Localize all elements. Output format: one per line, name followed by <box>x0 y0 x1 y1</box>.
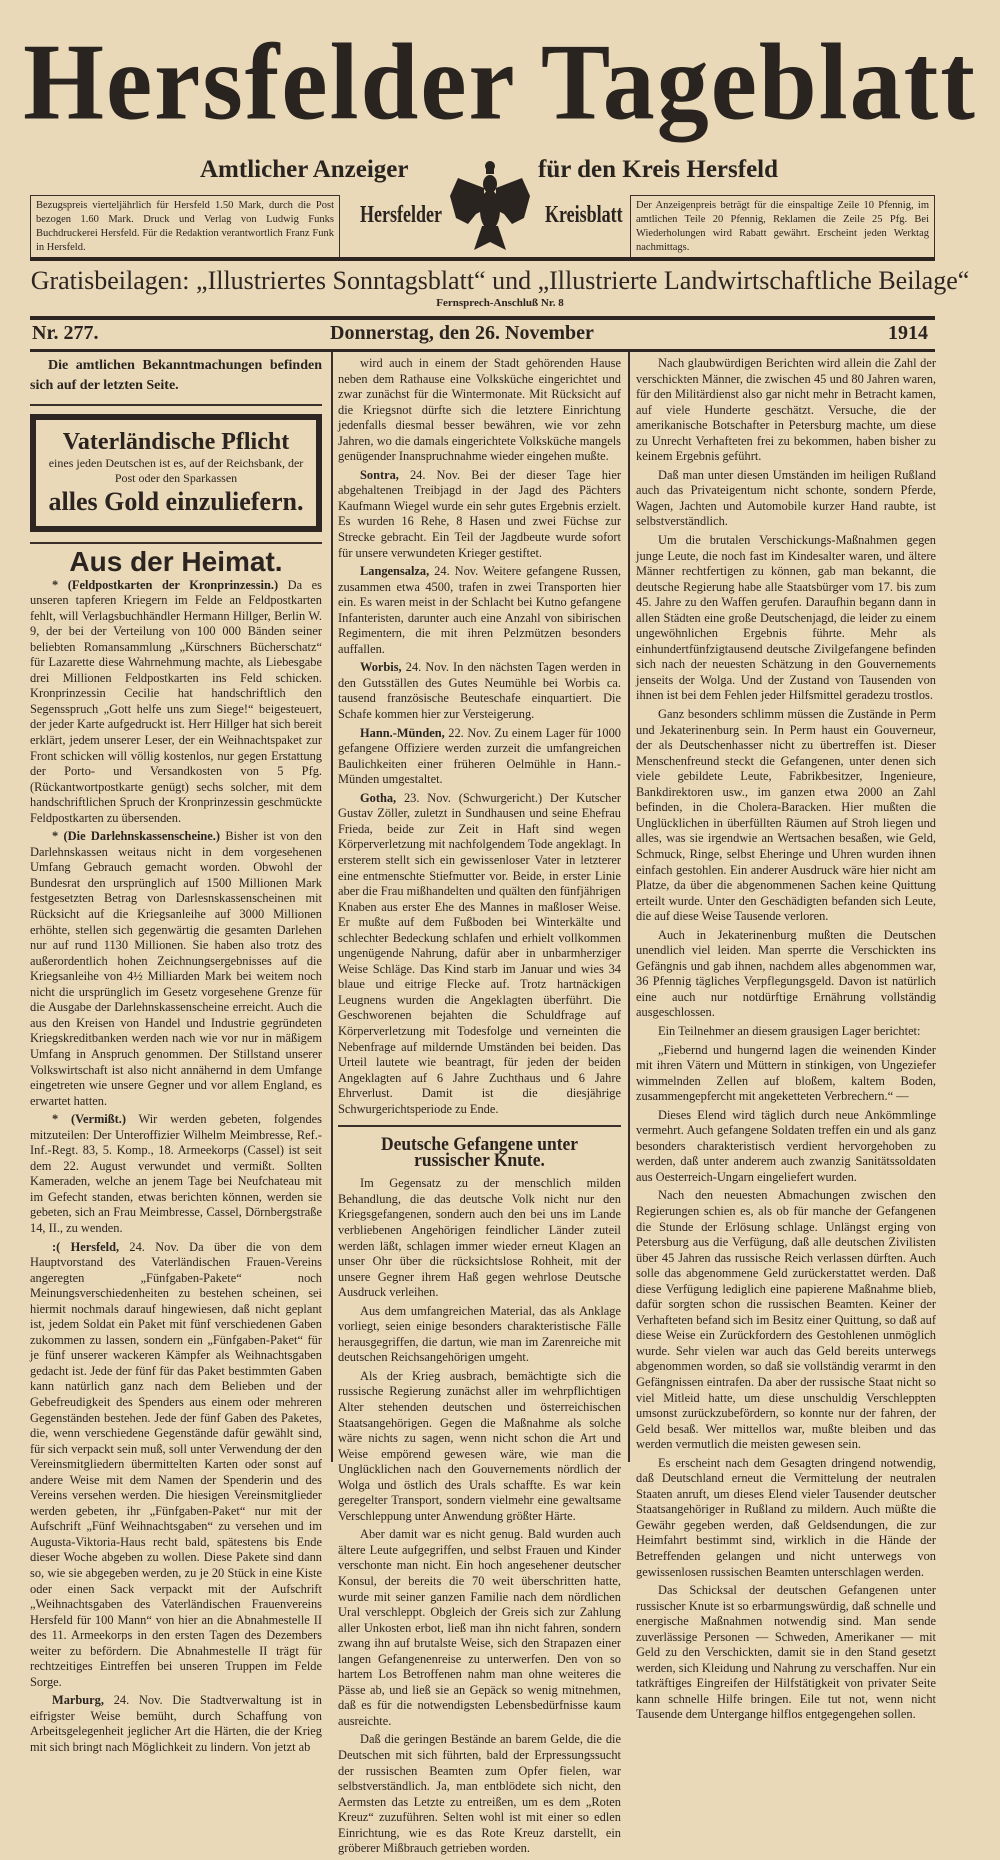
paragraph-text: Nach glaubwürdigen Berichten wird allein die Zahl der verschickten Männer, die zwischen 45 und 80 Jahren waren, für den Militärdienst also gar nicht mehr in Betracht kamen, auf viele Hunderte geschätzt. Versuche, die der amerikanische Botschafter in Petersburg machte, um diese zu Unrecht Verhafteten frei zu bekommen, haben bisher zu keinem Ergebnis geführt. <box>636 356 936 464</box>
paragraph-text: „Fiebernd und hungernd lagen die weinenden Kinder mit ihren Vätern und Müttern in stinkigen, von Ungeziefer wimmelnden Zellen auf bloßem, kaltem Boden, zusammengepfercht mit angeketteten Verbrechern.“ — <box>636 1042 936 1104</box>
divider <box>338 1125 621 1127</box>
paragraph <box>338 1369 621 1524</box>
paragraph <box>636 1456 936 1580</box>
side-label-right: Kreisblatt <box>545 202 623 228</box>
paragraph <box>30 1112 322 1236</box>
divider <box>30 404 322 406</box>
article-heading-knute: Deutsche Gefangene unter russischer Knute. <box>380 1134 579 1171</box>
paragraph-text: 24. Nov. Da über die von dem Hauptvorstand des Vaterländischen Frauen-Vereins angeregten „Fünfgaben-Pakete“ noch Meinungsverschiedenheiten zu bestehen scheinen, sei hiermit nochmals darauf hingewiesen, daß nicht geplant ist, jedem Soldat ein Paket mit fünf verschiedenen Gaben zukommen zu lassen, sondern ein „Fünfgaben-Paket“ für je fünf unserer wackeren Kämpfer als Weihnachtsgaben gedacht ist. Jede der fünf für das Paket bestimmten Gaben kann natürlich ganz nach dem Belieben und der Gebefreudigkeit des Spenders aus einem oder mehreren Gegenständen bestehen. Jede der fünf Gaben des Paketes, die, wenn verschiedene Gegenstände dafür gewählt sind, für sich verpackt sein muß, soll unter Verwendung der den Vereinsmitgliedern übermittelten Karten oder sonst auf andere Weise mit dem Namen der Spenderin und des Vereins versehen werden. Die hiesigen Vereinsmitglieder werden gebeten, ihr „Fünfgaben-Paket“ nur mit der Aufschrift „Fünf Weihnachtsgaben“ zu versehen und im Augusta-Viktoria-Haus recht bald, spätestens bis Ende dieser Woche abgeben zu wollen. Diese Pakete sind dann so, wie sie abgegeben werden, zu je 20 Stück in eine Kiste oder einen Sack verpackt mit der Aufschrift „Weihnachtsgaben des Vaterländischen Frauenvereins Hersfeld für 100 Mann“ von hier an die Abnahmestelle II des 11. Armeekorps in den ersten Tagen des Dezembers weiter zu befördern. Die Abnahmestelle II trägt für rechtzeitiges Eintreffen bei unseren Truppen im Felde Sorge. <box>30 1239 322 1689</box>
paragraph <box>636 1188 936 1452</box>
paragraph-text: Auch in Jekaterinenburg mußten die Deutschen unendlich viel leiden. Man sperrte die Verschickten ins Gefängnis und gab ihnen, nachdem alles abgenommen war, 36 Pfennig tägliches Verpflegungsgeld. Davon ist natürlich eine auch nur notdürftige Ernährung vollständig ausgeschlossen. <box>636 927 936 1020</box>
paragraph-list <box>30 578 322 1756</box>
paragraph <box>338 1732 621 1856</box>
paragraph-text: Im Gegensatz zu der menschlich milden Behandlung, die das deutsche Volk nicht nur den Kriegsgefangenen, sondern auch den bei uns im Lande verbliebenen Angehörigen feindlicher Länder zuteil werden läßt, schlagen immer wieder erneut Klagen an unser Ohr über die rücksichtslose Rohheit, mit der unsere Gegner ihrem Haß gegen wehrlose Deutsche Ausdruck verleihen. <box>338 1176 621 1300</box>
divider <box>30 542 322 544</box>
paragraph <box>338 660 621 722</box>
paragraph-lead: * (Die Darlehnskassenscheine.) <box>52 829 221 844</box>
phone-line: Fernsprech-Anschluß Nr. 8 <box>436 297 564 309</box>
divider <box>30 316 935 320</box>
paragraph <box>338 564 621 657</box>
paragraph-text: Bisher ist von den Darlehnskassen weitaus nicht in dem vorgesehenen Umfang Gebrauch gemacht worden. Obwohl der Bundesrat den ursprünglich auf 1500 Millionen Mark festgesetzten Betrag von Darlesnskassenscheinen mit Rücksicht auf die Kriegsanleihe auf 3000 Millionen erhöhte, stellen sich gegenwärtig die gesamten Darlehen nur auf rund 1130 Millionen. Sie haben also trotz des außerordentlich hohen Zeichnungsergebnisses auf die Kriegsanleihe von 4½ Milliarden Mark bei weitem noch nicht die ursprünglich im Gesetz vorgesehene Grenze für die Ausgabe der Darlehnskassenscheine erreicht. Auch die aus den Kreisen von Handel und Industrie gegründeten Kriegskreditbanken werden nach wie vor nur in mäßigem Umfang in Anspruch genommen. Der Stillstand unserer Volkswirtschaft ist also nicht annähernd in dem Umfange eingetreten wie unsere Gegner und vor allem England, es erwartet hatten. <box>30 829 322 1108</box>
paragraph-lead: * (Vermißt.) <box>52 1112 126 1127</box>
paragraph <box>30 1693 322 1755</box>
paragraph-text: Ganz besonders schlimm müssen die Zustände in Perm und Jekaterinenburg sein. In Perm haust ein Gouverneur, der als Deutschenhasser nicht zu übertreffen ist. Dieser Menschenfreund steckt die Gefangenen, unter denen sich viele gebildete Leute, Fabrikbesitzer, Ingenieure, Bankdirektoren usw., im ganzen etwa 2000 an Zahl befinden, in die Cholera-Baracken. Hier mußten die Unglücklichen in überfüllten Räumen auf Stroh liegen und alles, was sie irgendwie an Wertsachen besaßen, wie Geld, Schmuck, Ringe, selbst Eheringe und Uhren wurden ihnen einfach gestohlen. Ein anderer Ausdruck wäre hier nicht am Platze, da über die abgenommenen Sachen keine Quittung erteilt wurde. Unter den Geschädigten befanden sich Leute, die auf diese Weise Tausende verloren. <box>636 707 936 924</box>
paragraph <box>30 829 322 1109</box>
paragraph <box>636 1108 936 1186</box>
paragraph <box>338 356 621 465</box>
paragraph-text: Als der Krieg ausbrach, bemächtigte sich die russische Regierung zunächst aller im wehrpflichtigen Alter stehenden deutschen und österreichischen Staatsangehörigen. Gegen die Maßnahme als solche wäre nichts zu sagen, wenn nicht schon die Art und Weise empörend gewesen wäre, wie man die Unglücklichen nach den Gouvernements nördlich der Wolga und östlich des Urals schaffte. Es war kein geregelter Transport, sondern vielmehr eine gewaltsame Verschleppung unter Anwendung größter Härte. <box>338 1368 621 1523</box>
paragraph <box>636 928 936 1021</box>
paragraph-list <box>338 356 621 1117</box>
paragraph-text: Da es unseren tapferen Kriegern im Felde an Feldpostkarten fehlt, will Verlagsbuchhändler Hermann Hillger, Berlin W. 9, der bei der Verteilung von 100 000 Bänden seiner beliebten Romansammlung „Kürschners Bücherschatz“ für Lazarette diese Wahrnehmung machte, als Liebesgabe drei Millionen Feldpostkarten ins Feld schicken. Kronprinzessin Cecilie hat handschriftlich den Segensspruch „Gott helfe uns zum Siege!“ beigesteuert, der jeder Karte aufgedruckt ist. Herr Hillger hat sich bereit erklärt, jedem unserer Leser, der ein Weihnachtspaket zur Front schicken will völlig kostenlos, nur gegen Erstattung der Porto- und Versandkosten von 5 Pfg. (Rückantwortpostkarte genügt) sechs solcher, mit dem handschriftlichen Spruch der Kronprinzessin geschmückte Feldpostkarten zu übersenden. <box>30 577 323 825</box>
paragraph <box>30 578 322 827</box>
column-3 <box>636 356 936 1726</box>
paragraph-lead: Marburg, <box>52 1693 104 1708</box>
side-label-left: Hersfelder <box>360 202 442 228</box>
paragraph <box>338 1176 621 1300</box>
issue-year: 1914 <box>888 322 928 344</box>
paragraph <box>338 726 621 788</box>
section-heading-heimat: Aus der Heimat. <box>69 546 283 577</box>
column-rule <box>331 352 333 1462</box>
paragraph <box>636 1583 936 1723</box>
paragraph-text: Dieses Elend wird täglich durch neue Ankömmlinge vermehrt. Auch gefangene Soldaten treffen ein und als ganz besonders charakteristisch verdient hervorgehoben zu werden, daß unter anderem auch zwanzig Sanitätssoldaten aus Oesterreich-Ungarn eingeliefert wurden. <box>636 1107 936 1184</box>
paragraph-lead: Hann.-Münden, <box>360 725 445 740</box>
paragraph-text: Ein Teilnehmer an diesem grausigen Lager berichtet: <box>658 1023 921 1038</box>
newspaper-title: Hersfelder Tageblatt <box>23 22 977 143</box>
issue-date: Donnerstag, den 26. November <box>330 322 594 344</box>
paragraph <box>338 1527 621 1729</box>
gold-appeal-text: eines jeden Deutschen ist es, auf der Reichsbank, der Post oder den Sparkassen <box>48 456 304 485</box>
paragraph <box>338 791 621 1117</box>
paragraph-text: 23. Nov. (Schwurgericht.) Der Kutscher Gustav Zöller, zuletzt in Sundhausen und seine Ehefrau Frieda, beide zur Zeit in Haft sind wegen Körperverletzung mit nachfolgendem Tode angeklagt. In ersterem stellt sich ein gewissenloser Vater in letzterer eine entmenschte Stiefmutter vor. Beide, in erster Linie aber die Frau mißhandelten und quälten den fünfjährigen Knaben aus erster Ehe des Mannes in maßloser Weise. Er mußte auf dem Fußboden bei Winterkälte und schlechter Bedeckung schlafen und erhielt vollkommen ungenügende Nahrung, dafür aber in unbarmherziger Weise Schläge. Das Kind starb im Januar und wies 34 blaue und eitrige Flecke auf. Trotz hartnäckigen Leugnens wurden die Angeklagten überführt. Die Geschworenen bejahten die Schuldfrage auf Körperverletzung mit Todesfolge und verneinten die Nebenfrage auf mildernde Umständen bei beiden. Das Urteil lautete wie beantragt, für jeden der beiden Angeklagten auf 6 Jahre Zuchthaus und 6 Jahre Ehrverlust. Damit ist die diesjährige Schwurgerichtsperiode zu Ende. <box>338 790 621 1116</box>
paragraph <box>30 1240 322 1691</box>
notice-official-announcements: Die amtlichen Bekanntmachungen befinden sich auf der letzten Seite. <box>30 358 322 393</box>
paragraph-text: 24. Nov. Bei der dieser Tage hier abgehaltenen Treibjagd in der Jagd des Pächters Kaufmann Wiegel wurde ein sehr gutes Ergebnis erzielt. Es wurden 16 Rehe, 8 Hasen und zwei Füchse zur Strecke gebracht. Ein Teil der Jagdbeute wurde sofort für unsere verwundeten Krieger gestiftet. <box>338 467 621 560</box>
paragraph-text: Daß man unter diesen Umständen im heiligen Rußland auch das Privateigentum nicht schonte, sondern Pferde, Wagen, Jachten und Automobile kurzer Hand raubte, ist selbstverständlich. <box>636 467 936 529</box>
paragraph-text: 22. Nov. Zu einem Lager für 1000 gefangene Offiziere werden zurzeit die umfangreichen Baulichkeiten einer früheren Oelmühle in Hann.-Münden umgestaltet. <box>338 725 621 787</box>
supplements-line: Gratisbeilagen: „Illustriertes Sonntagsblatt“ und „Illustrierte Landwirtschaftliche Beilage“ <box>30 266 970 295</box>
column-2 <box>338 356 621 1860</box>
advertising-info-box: Der Anzeigenpreis beträgt für die einspaltige Zeile 10 Pfennig, im amtlichen Teile 20 Pfennig, Reklamen die Zeile 25 Pfg. Bei Wiederholungen wird Rabatt gewährt. Erscheint jeden Werktag nachmittags. <box>630 195 935 259</box>
paragraph-lead: Langensalza, <box>360 564 430 579</box>
subscription-info-box: Bezugspreis vierteljährlich für Hersfeld 1.50 Mark, durch die Post bezogen 1.60 Mark. Druck und Verlag von Ludwig Funks Buchdruckerei Hersfeld. Für die Redaktion verantwortlich Franz Funk in Hersfeld. <box>30 195 340 259</box>
paragraph <box>338 468 621 561</box>
column-1 <box>30 356 322 1759</box>
paragraph-text: Daß die geringen Bestände an barem Gelde, die die Deutschen mit sich führten, bald der Erpressungssucht der russischen Beamten zum Opfer fielen, war selbstverständlich. Ja, man entblödete sich nicht, den Aermsten das Letzte zu entreißen, um es dem „Roten Kreuz“ zuzuführen. Selten wohl ist mit einer so edlen Einrichtung, wie es das Rote Kreuz darstellt, ein gröberer Mißbrauch getrieben worden. <box>338 1732 621 1856</box>
paragraph-text: Wir werden gebeten, folgendes mitzuteilen: Der Unteroffizier Wilhelm Meimbresse, Ref.-Inf.-Regt. 83, 5. Komp., 18. Armeekorps (Cassel) ist seit dem 22. August verwundet und vermißt. Sollten Kameraden, welche an jenem Tage bei Neufchateau mit im Gefecht standen, etwas berichten können, werden sie gebeten, sich an Frau Meimbresse, Cassel, Dörnbergstraße 14, II., zu wenden. <box>30 1112 322 1235</box>
imperial-eagle-icon <box>440 158 540 258</box>
paragraph <box>636 707 936 925</box>
paragraph-text: Aber damit war es nicht genug. Bald wurden auch ältere Leute aufgegriffen, und selbst Frauen und Kinder verschonte man nicht. Ein hoch angesehener deutscher Konsul, der bereits die 70 weit überschritten hatte, wurde mit seiner ganzen Familie nach dem nördlichen Ural verschleppt. Obgleich der Greis sich zur Zahlung aller Unkosten erbot, ließ man ihn nicht fahren, sondern zwang ihn auf brutalste Weise, sich den Strapazen einer langen Gefangenenreise zu unterwerfen. Den von so hartem Los Betroffenen nahm man ohne weiteres die Pässe ab, und ließ sie an Gepäck so wenig mitnehmen, daß es für die notwendigsten Lebensbedürfnisse kaum ausreichte. <box>338 1527 621 1728</box>
issue-number: Nr. 277. <box>32 322 99 344</box>
paragraph-text: Es erscheint nach dem Gesagten dringend notwendig, daß Deutschland erneut die Vermittelung der neutralen Staaten anruft, um dieses Elend vieler Tausender deutscher Staatsangehöriger in Rußland zu mildern. Auch müßte die Gewähr gegeben werden, daß Geldsendungen, die zur Heimfahrt bestimmt sind, wirklich in die Hände der Betreffenden gelangen und nicht unterwegs von gewissenlosen russischen Beamten unterschlagen werden. <box>636 1455 936 1579</box>
paragraph-text: Aus dem umfangreichen Material, das als Anklage vorliegt, seien einige besonders charakteristische Fälle herausgegriffen, die dartun, wie man im Zarenreiche mit deutschen Reichsangehörigen umgeht. <box>338 1303 621 1365</box>
paragraph-text: 24. Nov. Weitere gefangene Russen, zusammen etwa 4500, trafen in zwei Transporten hier ein. Es waren meist in der Schlacht bei Kutno gefangene Infanteristen, darunter auch eine Anzahl von sibirischen Regimentern, die mit ihren Pelzmützen besonders auffallen. <box>338 564 621 656</box>
gold-appeal-box <box>30 414 322 532</box>
paragraph <box>636 468 936 530</box>
paragraph-text: Um die brutalen Verschickungs-Maßnahmen gegen junge Leute, die noch fast im Kindesalter waren, und ältere Männer rechtfertigen zu können, gab man bekannt, die deutsche Regierung habe alle Staatsbürger vom 17. bis zum 45. Jahre zu den Waffen gerufen. Daraufhin begann dann in allen Städten eine große Deutschenjagd, die leider zu einem ungewöhnlichen Ergebnis führte. Mehr als einhundertfünfzigtausend deutsche Zivilgefangene befinden sich nach der neuesten Schätzung in den Gouvernements jenseits der Wolga. Und der Zustand von Tausenden von ihnen ist bei dem Fehlen jeder Hilfsmittel geradezu trostlos. <box>636 533 936 703</box>
divider <box>30 257 935 261</box>
paragraph-lead: Gotha, <box>360 790 397 805</box>
paragraph-text: 24. Nov. In den nächsten Tagen werden in den Gutsställen des Gutes Neumühle bei Worbis ca. tausend französische Beuteschafe einquartiert. Die Schafe kommen hier zur Versteigerung. <box>338 660 621 722</box>
paragraph-lead: * (Feldpostkarten der Kronprinzessin.) <box>52 577 279 592</box>
paragraph-list <box>338 1176 621 1857</box>
gold-appeal-heading: Vaterländische Pflicht <box>62 429 290 455</box>
column-rule <box>628 352 630 1462</box>
paragraph <box>636 356 936 465</box>
paragraph-lead: :( Hersfeld, <box>52 1239 120 1254</box>
paragraph <box>636 1024 936 1040</box>
paragraph-text: wird auch in einem der Stadt gehörenden Hause neben dem Rathause eine Volksküche eingerichtet und zwar zunächst für die Wintermonate. Mit Rücksicht auf die Kriegsnot dürfte sich die letztere Einrichtung jedenfalls diesmal besser bewähren, wie vor zehn Jahren, wo die damals eingerichtete Volksküche mangels genügender Inanspruchnahme wieder eingehen mußte. <box>338 356 621 464</box>
subtitle-right: für den Kreis Hersfeld <box>538 156 779 183</box>
paragraph-list <box>636 356 936 1723</box>
paragraph <box>338 1304 621 1366</box>
divider <box>30 349 935 352</box>
paragraph-text: 24. Nov. Die Stadtverwaltung ist in eifrigster Weise bemüht, durch Schaffung von Arbeitsgelegenheit jeglicher Art die Härten, die der Krieg mit sich bringt nach Möglichkeit zu lindern. Von jetzt ab <box>30 1693 322 1755</box>
paragraph-text: Nach den neuesten Abmachungen zwischen den Regierungen schien es, als ob für manche der Gefangenen die Stunde der Erlösung schlage. Unlängst erging von Petersburg aus die Verfügung, daß alle deutschen Zivilisten über 45 Jahren das russische Reich verlassen dürften. Auch solle das abgenommene Geld zurückerstattet werden. Daß diese Verfügung lediglich eine papierene Maßnahme blieb, dafür sorgten schon die russischen Beamten. Keiner der Verhafteten befand sich im Besitz einer Quittung, so daß auf diese Weise ein Zurückfordern des Gestohlenen unmöglich wurde. Sehr vielen war auch das Geld bereits unterwegs abgenommen worden, so daß sie vollständig verarmt in den Gefängnissen eintrafen. Da aber der russische Staat nicht so viel Mitleid hatte, um diese unschuldig Verschleppten umsonst zurückzubefördern, so konnte nur der fahren, der Geld besaß. Wer mittellos war, mußte bleiben und das werden vermutlich die meisten gewesen sein. <box>636 1188 936 1452</box>
paragraph-lead: Sontra, <box>360 467 399 482</box>
paragraph-text: Das Schicksal der deutschen Gefangenen unter russischer Knute ist so erbarmungswürdig, daß schnelle und energische Maßnahmen notwendig sind. Man sende zuverlässige Personen — Schweden, Amerikaner — mit Geld zu den Verschickten, damit sie in den Stand gesetzt werden, sich Kleidung und Nahrung zu verschaffen. Nur ein tatkräftiges Eingreifen der Hilfstätigkeit von privater Seite kann schnelle Hilfe bringen. Eile tut not, wenn nicht Tausende dem Untergange hilflos entgegengehen sollen. <box>636 1583 936 1722</box>
paragraph <box>636 533 936 704</box>
paragraph-lead: Worbis, <box>360 660 402 675</box>
gold-appeal-call: alles Gold einzuliefern. <box>48 487 304 516</box>
paragraph <box>636 1043 936 1105</box>
subtitle-left: Amtlicher Anzeiger <box>200 156 409 183</box>
